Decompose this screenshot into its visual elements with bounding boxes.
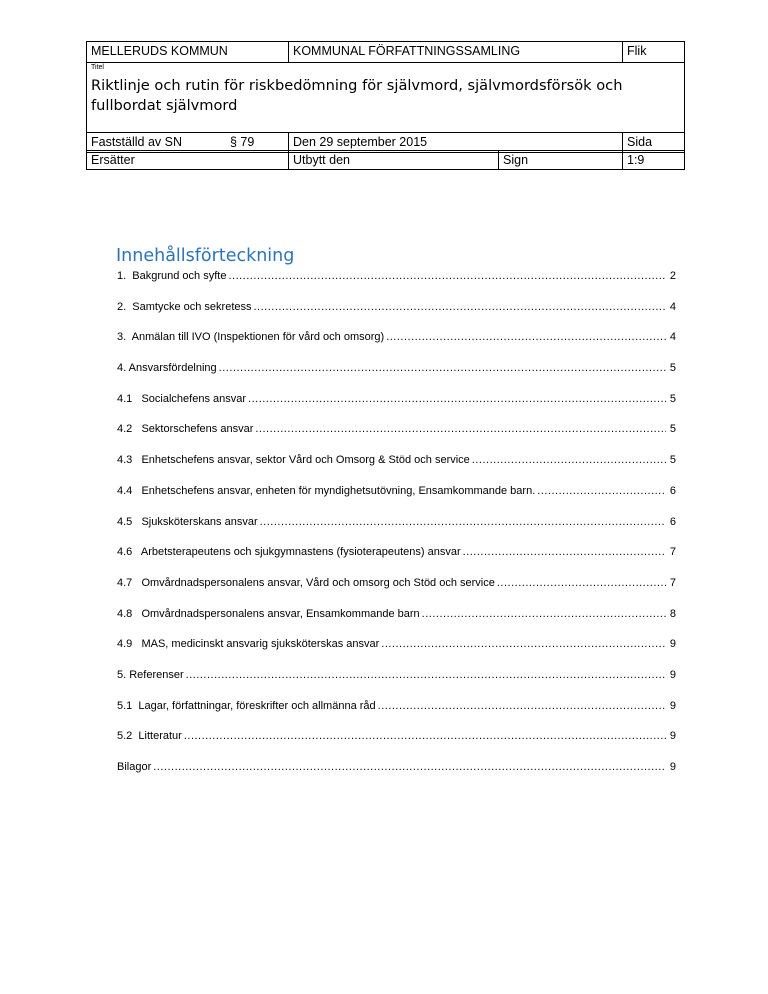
toc-entry[interactable]: [117, 328, 676, 359]
toc-leader-dots: [248, 392, 666, 406]
toc-entry[interactable]: [117, 451, 676, 482]
toc-entry-title: 5. Referenser: [117, 668, 184, 681]
toc-entry-page: 7: [669, 546, 676, 559]
replaces-label: Ersätter: [91, 153, 135, 167]
established-label: Fastställd av SN: [91, 135, 183, 149]
toc-entry-title: 4.6 Arbetsterapeutens och sjukgymnastens (fysioterapeutens) ansvar: [117, 546, 461, 559]
toc-leader-dots: [219, 361, 666, 375]
toc-leader-dots: [463, 545, 666, 559]
header-row-replaces: [87, 151, 684, 169]
toc-leader-dots: [254, 300, 667, 314]
page-cell: [622, 151, 686, 169]
toc-entry-title: Bilagor: [117, 761, 152, 773]
toc-entry-title: 4.8 Omvårdnadspersonalens ansvar, Ensamkommande barn: [117, 607, 420, 620]
toc-entry-title: 5.1 Lagar, författningar, föreskrifter och allmänna råd: [117, 699, 376, 712]
toc-entry[interactable]: [117, 666, 676, 697]
replaced-cell: [288, 151, 498, 169]
toc-leader-dots: [228, 269, 666, 283]
replaces-cell: [87, 151, 288, 169]
document-header-table: [86, 41, 685, 170]
toc-entry-title: 4. Ansvarsfördelning: [117, 362, 217, 375]
toc-leader-dots: [472, 453, 666, 467]
toc-entry-title: 4.3 Enhetschefens ansvar, sektor Vård och Omsorg & Stöd och service: [117, 454, 470, 467]
paragraph-number: § 79: [230, 135, 255, 149]
toc-entry[interactable]: [117, 758, 676, 789]
toc-entry-title: 1. Bakgrund och syfte: [117, 270, 227, 282]
toc-entry[interactable]: [117, 543, 676, 574]
toc-entry[interactable]: [117, 420, 676, 451]
table-of-contents: [117, 267, 676, 789]
toc-entry-title: 2. Samtycke och sekretess: [117, 300, 252, 313]
toc-leader-dots: [153, 760, 666, 774]
toc-entry-title: 4.1 Socialchefens ansvar: [117, 392, 247, 405]
organization-cell: [87, 42, 288, 62]
toc-entry[interactable]: [117, 482, 676, 513]
toc-entry[interactable]: [117, 574, 676, 605]
toc-entry-title: 3. Anmälan till IVO (Inspektionen för vård och omsorg): [117, 331, 385, 344]
sign-label: Sign: [503, 153, 529, 167]
toc-entry-page: 5: [669, 423, 676, 436]
toc-heading: Innehållsförteckning: [116, 246, 295, 266]
toc-entry-page: 5: [669, 454, 676, 467]
toc-leader-dots: [378, 699, 666, 713]
toc-entry-title: 4.4 Enhetschefens ansvar, enheten för myndighetsutövning, Ensamkommande barn.: [117, 484, 536, 497]
toc-entry-page: 5: [669, 362, 676, 375]
flik-cell: [622, 42, 686, 62]
toc-entry-title: 4.2 Sektorschefens ansvar: [117, 423, 254, 436]
toc-entry-page: 4: [669, 300, 676, 313]
replaced-label: Utbytt den: [293, 153, 350, 167]
toc-leader-dots: [386, 330, 666, 344]
toc-entry[interactable]: [117, 298, 676, 329]
toc-entry[interactable]: [117, 605, 676, 636]
sida-label: Sida: [627, 135, 653, 149]
header-row-1: [87, 42, 684, 63]
toc-leader-dots: [422, 607, 666, 621]
toc-entry-title: 4.5 Sjuksköterskans ansvar: [117, 515, 258, 528]
row-divider: [87, 150, 684, 151]
page-number: 1:9: [627, 153, 645, 167]
document-title: Riktlinje och rutin för riskbedömning för självmord, självmordsförsök och fullbordat självmord: [91, 77, 623, 114]
toc-entry-page: 6: [669, 515, 676, 528]
toc-entry-page: 6: [669, 484, 676, 497]
title-label: Titel: [91, 64, 104, 71]
toc-entry-page: 5: [669, 392, 676, 405]
established-date: Den 29 september 2015: [293, 135, 428, 149]
toc-leader-dots: [537, 484, 666, 498]
toc-entry-title: 4.9 MAS, medicinskt ansvarig sjuksköterskas ansvar: [117, 638, 380, 651]
toc-leader-dots: [497, 576, 666, 590]
toc-entry-page: 8: [669, 607, 676, 620]
toc-entry[interactable]: [117, 513, 676, 544]
toc-entry-page: 9: [669, 761, 676, 773]
toc-leader-dots: [260, 515, 666, 529]
toc-leader-dots: [184, 729, 666, 743]
sign-cell: [498, 151, 622, 169]
toc-entry-page: 7: [669, 576, 676, 589]
toc-entry-title: 4.7 Omvårdnadspersonalens ansvar, Vård och omsorg och Stöd och service: [117, 576, 495, 589]
toc-leader-dots: [255, 422, 666, 436]
toc-entry[interactable]: [117, 359, 676, 390]
toc-entry-title: 5.2 Litteratur: [117, 730, 182, 743]
flik-label: Flik: [627, 44, 647, 58]
collection-name: KOMMUNAL FÖRFATTNINGSSAMLING: [293, 44, 521, 58]
toc-leader-dots: [381, 637, 666, 651]
toc-entry-page: 9: [669, 699, 676, 712]
toc-entry-page: 9: [669, 638, 676, 651]
organization-name: MELLERUDS KOMMUN: [91, 44, 228, 58]
toc-entry-page: 9: [669, 730, 676, 743]
toc-entry[interactable]: [117, 697, 676, 728]
toc-leader-dots: [186, 668, 666, 682]
toc-entry[interactable]: [117, 267, 676, 298]
toc-entry[interactable]: [117, 727, 676, 758]
toc-entry-page: 9: [669, 668, 676, 681]
toc-entry[interactable]: [117, 635, 676, 666]
toc-entry[interactable]: [117, 390, 676, 421]
toc-entry-page: 4: [669, 331, 676, 344]
collection-cell: [288, 42, 622, 62]
toc-entry-page: 2: [669, 270, 676, 282]
